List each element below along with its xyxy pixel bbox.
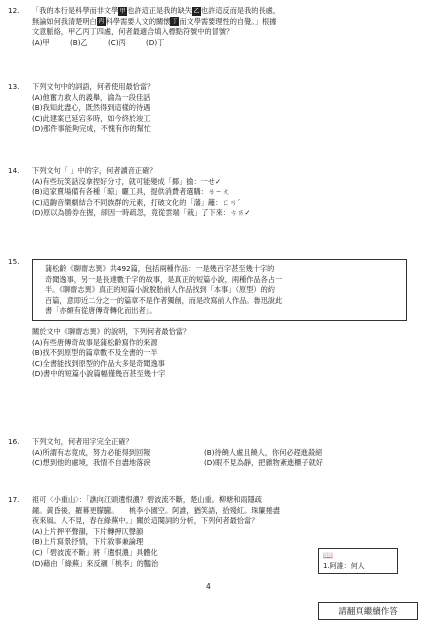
footnote-text: 1.阿誰：何人 — [323, 562, 365, 570]
passage-line: 半。《聊齋志異》真正的短篇小說脫胎前人作品找到「本事」（原型）的約 — [45, 285, 275, 295]
option-a[interactable]: (A)他奮力救人的義舉，淪為一段佳話 — [32, 92, 151, 102]
option-d[interactable]: (D)那件事能夠完成，不愧有你的幫忙 — [32, 124, 151, 134]
option-b[interactable]: (B)乙 — [70, 37, 88, 47]
option-a[interactable]: (A)上片押平聲韻，下片轉押仄聲韻 — [32, 526, 144, 536]
passage-line: 百篇，意即近二分之一的篇章不是作者獨創，而是改寫前人作品。魯迅說此 — [45, 295, 283, 305]
question-text: 無論如何我清楚明白 — [32, 16, 97, 26]
option-b[interactable]: (B)這家賣場備有各種「晾」曬工具，提供消費者選購：ㄌㄧㄤ — [32, 187, 230, 197]
blank-mark: 丙 — [98, 18, 105, 26]
option-a[interactable]: (A)有些玩笑話沒拿捏好分寸，就可能變成「揶」揄：一せ✓ — [32, 176, 222, 186]
option-d[interactable]: (D)眼不見為靜，把雜物紊進櫃子就好 — [204, 458, 323, 468]
option-c[interactable]: (C)全書能找到原型的作品大多是奇聞逸事 — [32, 358, 165, 368]
options — [32, 38, 418, 49]
question-number: 15. — [8, 257, 20, 266]
question-text: 也許這正是我的缺失 — [127, 6, 192, 15]
option-c[interactable]: (C)「碧波流不斷」將「遺恨濃」具體化 — [32, 547, 158, 557]
question-number: 16. — [8, 437, 20, 446]
reading-passage-box — [32, 259, 407, 321]
option-c[interactable]: (C)想到他的處境，我情不自盡地落淚 — [32, 458, 151, 468]
question-text: 文意脈絡，甲乙丙丁四處，何者最適合填入標點符號中的冒號？ — [32, 27, 234, 37]
option-d[interactable]: (D)丁 — [146, 37, 165, 47]
passage-line: 奇聞逸事，另一是長達數千字的故事，是真正的短篇小說，兩種作品各占一 — [45, 274, 283, 284]
option-c[interactable]: (C)丙 — [108, 37, 126, 47]
option-a[interactable]: (A)甲 — [32, 37, 50, 47]
question-text: 鐘。黃昏後，羅幕更朦朧。 桃李小園空。阿誰，猶笑語，拾殘紅。珠簾捲盡 — [32, 505, 280, 515]
question-number: 14. — [8, 166, 20, 175]
question-stem: 下列文句中的詞語，何者使用最恰當？ — [32, 82, 155, 91]
footnote-box — [318, 548, 398, 574]
question-stem: 下列文句「 」中的字，何者讀音正確？ — [32, 166, 157, 175]
option-b[interactable]: (B)待饒人處且饒人，你何必趕進殺絕 — [204, 447, 323, 457]
blank-mark: 乙 — [193, 7, 200, 15]
option-b[interactable]: (B)上片寫景抒情，下片敘事兼論理 — [32, 537, 144, 547]
question-text: 夜來風。人不見，春在綠蕪中。」關於這闋詞的分析，下列何者最恰當？ — [32, 516, 259, 526]
option-a[interactable]: (A)所謂有志竟成，努力必能得到回報 — [32, 447, 151, 457]
question-text: 也許這反而是我的長處， — [200, 6, 281, 15]
page-number: 4 — [206, 582, 211, 591]
passage-line: 蒲松齡《聊齋志異》共492篇，包括兩種作品：一是幾百字甚至幾十字的 — [45, 264, 275, 273]
blank-mark: 丁 — [171, 18, 178, 26]
option-b[interactable]: (B)我知此盡心，既然得到這樣的待遇 — [32, 103, 151, 113]
passage-line: 書「亦頗有從唐傳奇轉化而出者」。 — [45, 306, 157, 316]
question-number: 13. — [8, 82, 20, 91]
book-icon: 📖 — [323, 551, 333, 560]
option-c[interactable]: (C)此建案已延宕多時，如今終於竣工 — [32, 113, 151, 123]
question-text: 科學需要人文的關懷 — [105, 16, 171, 26]
option-d[interactable]: (D)藉由「綠蕪」來反襯「桃李」的豔治 — [32, 558, 159, 568]
option-d[interactable]: (D)原以為勝券在握，卻因一時疏忽，竟從雲端「栽」了下來：ㄘㄞ✓ — [32, 208, 251, 218]
question-text: 祖可〈小重山〉：「譙向江頭遺恨濃？碧波流不斷，楚山重。柳塘和雨隱疏 — [32, 495, 262, 504]
question-text: 「我的本行是科學而非文學 — [32, 6, 119, 15]
option-d[interactable]: (D)書中的短篇小說篇幅僅幾百甚至幾十字 — [32, 369, 166, 379]
blank-mark: 甲 — [119, 7, 126, 15]
options — [32, 448, 418, 469]
question-stem: 關於文中《聊齋志異》的說明，下列何者最恰當？ — [32, 326, 191, 336]
continue-label: 請翻頁繼續作答 — [318, 602, 418, 620]
option-a[interactable]: (A)有些唐傳奇故事是蒲松齡寫作的來源 — [32, 337, 158, 347]
question-number: 12. — [8, 6, 20, 15]
option-c[interactable]: (C)這齣音樂劇結合不同族群的元素，打破文化的「藩」籬：ㄈㄢˊ — [32, 197, 241, 207]
question-stem: 下列文句，何者用字完全正確？ — [32, 437, 133, 446]
question-number: 17. — [8, 495, 20, 504]
option-b[interactable]: (B)找不到原型的篇章數不及全書的一半 — [32, 348, 158, 358]
question-text: 而文學需要理性的自覺。」根據 — [179, 16, 277, 26]
